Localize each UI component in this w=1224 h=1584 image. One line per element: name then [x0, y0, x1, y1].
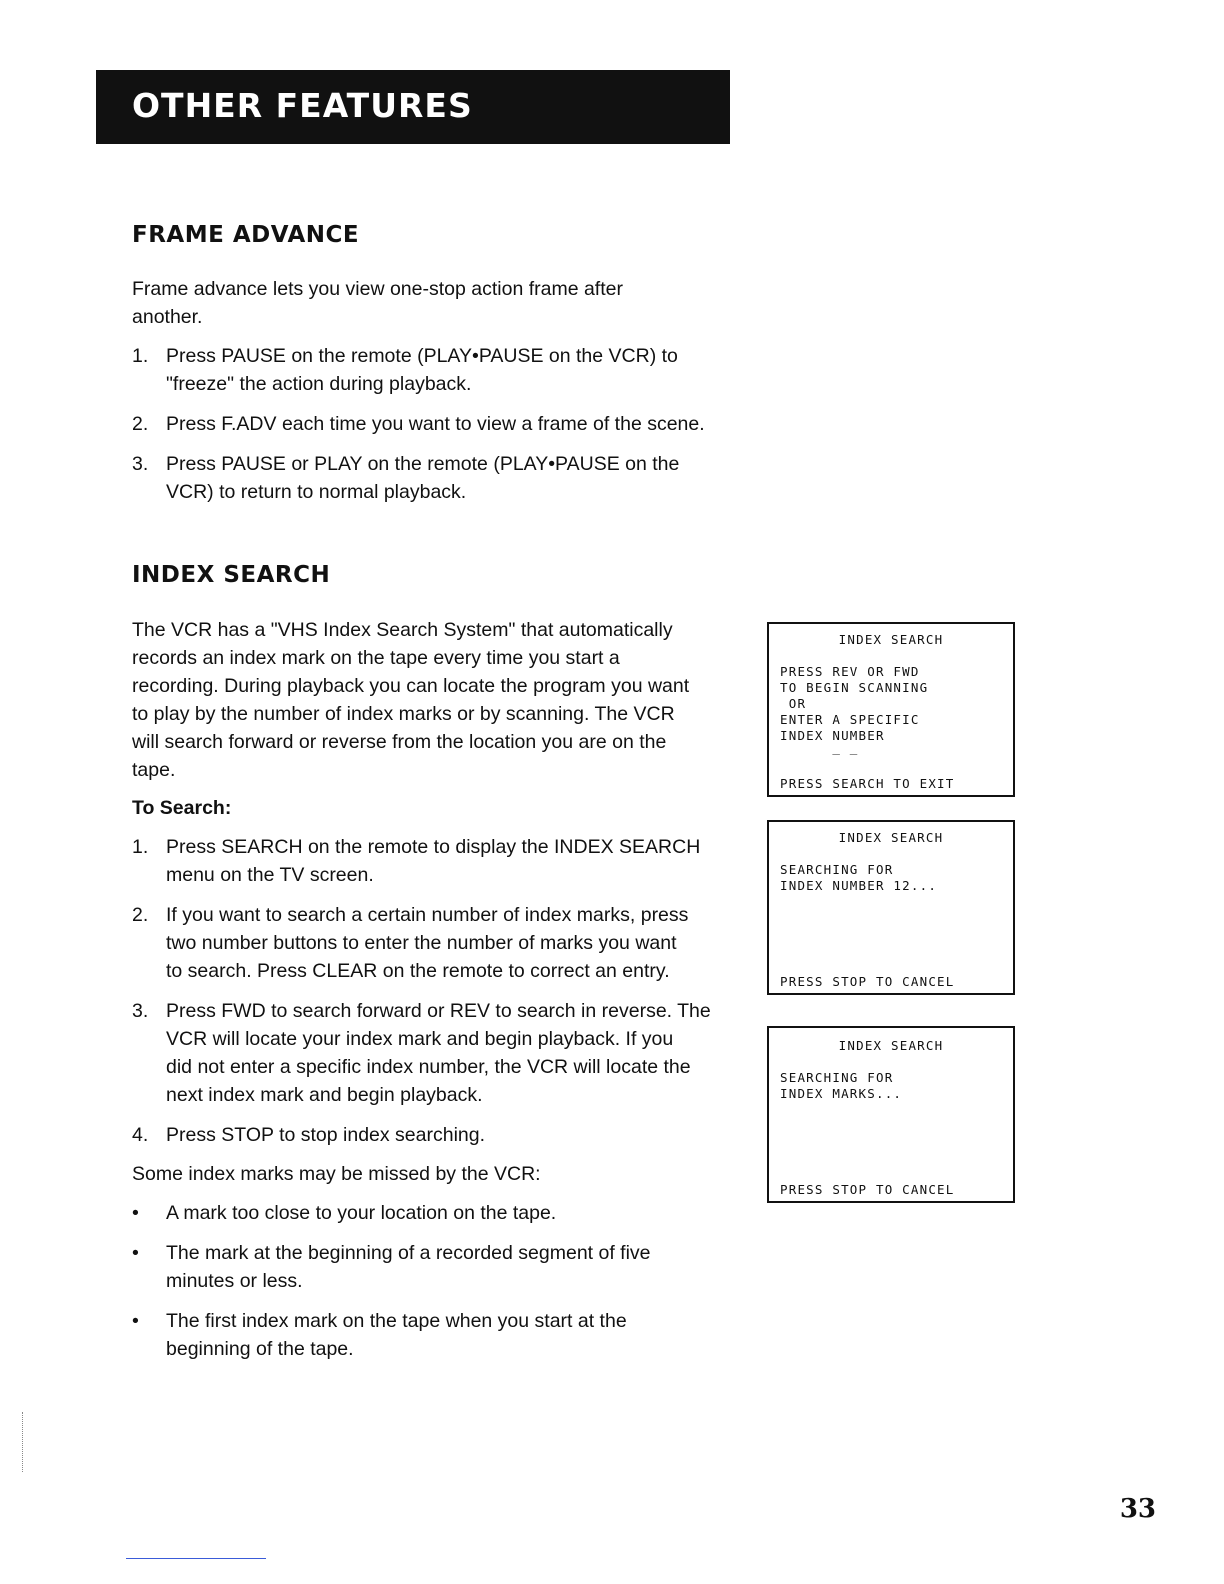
- step-text: Press SEARCH on the remote to display the INDEX SEARCH menu on the TV screen.: [166, 836, 701, 886]
- frame-advance-heading: FRAME ADVANCE: [132, 222, 360, 248]
- step-number: 4.: [132, 1124, 149, 1146]
- screen-index-entry-blanks: _ _: [780, 740, 859, 755]
- screen-line: INDEX MARKS...: [780, 1086, 903, 1101]
- step-number: 2.: [132, 413, 149, 435]
- screen-line: TO BEGIN SCANNING: [780, 680, 929, 695]
- bullet-icon: •: [132, 1310, 139, 1332]
- screen-title: INDEX SEARCH: [838, 1038, 944, 1053]
- step-text: Press PAUSE on the remote (PLAY•PAUSE on the VCR) to "freeze" the action during playback.: [166, 345, 678, 395]
- footer-rule: [126, 1558, 266, 1559]
- screen-footer: PRESS STOP TO CANCEL: [780, 1182, 955, 1197]
- step-text: If you want to search a certain number of index marks, press two number buttons to enter the number of marks you want to search. Press CLEAR on the remote to correct an entry.: [166, 904, 689, 982]
- screen-title: INDEX SEARCH: [838, 830, 944, 845]
- to-search-label: To Search:: [132, 797, 232, 819]
- index-search-heading: INDEX SEARCH: [132, 562, 331, 588]
- screen-title: INDEX SEARCH: [838, 632, 944, 647]
- step-number: 3.: [132, 1000, 149, 1022]
- step-number: 1.: [132, 836, 149, 858]
- step-text: Press STOP to stop index searching.: [166, 1124, 486, 1146]
- screen-line: INDEX NUMBER 12...: [780, 878, 938, 893]
- index-search-intro: The VCR has a "VHS Index Search System" that automatically records an index mark on the tape every time you start a recording. During playback you can locate the program you want to play by the number of index marks or by scanning. The VCR will search forward or reverse from the location you are on the tape.: [132, 619, 690, 781]
- tv-screen-searching-marks: [767, 1026, 1015, 1203]
- missed-marks-intro: Some index marks may be missed by the VCR:: [132, 1163, 541, 1185]
- step-number: 1.: [132, 345, 149, 367]
- bullet-icon: •: [132, 1242, 139, 1264]
- bullet-text: The first index mark on the tape when you start at the beginning of the tape.: [166, 1310, 627, 1360]
- step-number: 2.: [132, 904, 149, 926]
- bullet-icon: •: [132, 1202, 139, 1224]
- step-text: Press F.ADV each time you want to view a frame of the scene.: [166, 413, 705, 435]
- frame-advance-intro-line: Frame advance lets you view one-stop action frame after: [132, 278, 623, 300]
- tv-screen-index-search-menu: [767, 622, 1015, 797]
- step-text: Press FWD to search forward or REV to search in reverse. The VCR will locate your index mark and begin playback. If you did not enter a specific index number, the VCR will locate the next index mark and begin playback.: [166, 1000, 711, 1106]
- margin-scan-mark: [22, 1412, 23, 1472]
- screen-line: INDEX NUMBER: [780, 728, 885, 743]
- screen-line: ENTER A SPECIFIC: [780, 712, 920, 727]
- screen-footer: PRESS STOP TO CANCEL: [780, 974, 955, 989]
- screen-line: SEARCHING FOR: [780, 1070, 894, 1085]
- page-number: 33: [1119, 1494, 1156, 1524]
- tv-screen-searching-number: [767, 820, 1015, 995]
- screen-line: OR: [780, 696, 807, 711]
- screen-line: SEARCHING FOR: [780, 862, 894, 877]
- screen-line: PRESS REV OR FWD: [780, 664, 920, 679]
- screen-footer: PRESS SEARCH TO EXIT: [780, 776, 955, 791]
- page-title-banner: OTHER FEATURES: [96, 70, 730, 144]
- bullet-text: The mark at the beginning of a recorded segment of five minutes or less.: [166, 1242, 651, 1292]
- step-number: 3.: [132, 453, 149, 475]
- frame-advance-intro-line: another.: [132, 306, 203, 328]
- bullet-text: A mark too close to your location on the tape.: [166, 1202, 557, 1224]
- step-text: Press PAUSE or PLAY on the remote (PLAY•PAUSE on the VCR) to return to normal playback.: [166, 453, 680, 503]
